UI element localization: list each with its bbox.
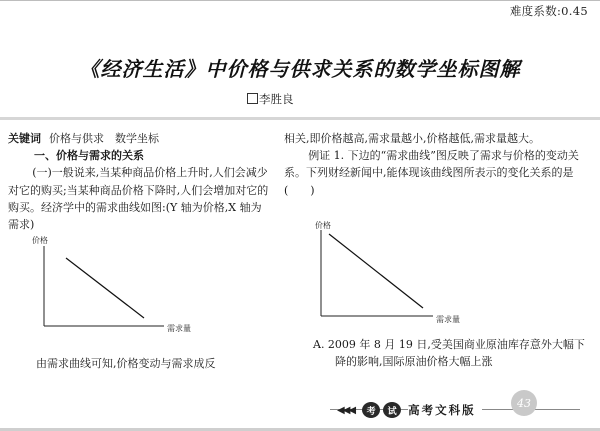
chart-right-y-label: 价格 <box>315 221 331 230</box>
option-a <box>313 336 593 370</box>
top-rule <box>0 0 600 1</box>
footer-badge-shi: 试 <box>383 402 401 418</box>
option-a-text: A. 2009 年 8 月 19 日,受美国商业原油库存意外大幅下降的影响,国际原油价格大幅上涨 <box>313 338 585 369</box>
difficulty-rating: 难度系数:0.45 <box>509 4 588 18</box>
left-after-chart <box>36 355 276 372</box>
demand-curve-chart-left <box>34 238 202 334</box>
keywords-line <box>8 130 272 147</box>
keywords-label: 关键词 <box>8 132 41 145</box>
example-text: 例证 1. 下边的“需求曲线”图反映了需求与价格的变动关系。下列财经新闻中,能体现该曲线图所表示的变化关系的是( ) <box>284 149 579 197</box>
article-title: 《经济生活》中价格与供求关系的数学坐标图解 <box>79 57 521 81</box>
journal-name: 高考文科版 <box>408 402 482 418</box>
chart-left-x-label: 需求量 <box>167 324 191 333</box>
chart-right-x-label: 需求量 <box>436 315 460 324</box>
right-continuation: 相关,即价格越高,需求量越小,价格越低,需求量越大。 <box>284 132 540 145</box>
keywords-text: 价格与供求 数学坐标 <box>49 132 159 145</box>
chart-right-demand-curve <box>329 234 423 308</box>
page-number: 43 <box>511 390 537 416</box>
footer-arrows-icon: ◀◀◀ <box>337 404 355 416</box>
chart-left-demand-curve <box>66 258 144 318</box>
footer-badge-kao: 考 <box>362 402 380 418</box>
section-heading: 一、价格与需求的关系 <box>34 149 144 163</box>
author-box-icon <box>247 93 258 104</box>
author-name: 李胜良 <box>259 92 294 106</box>
left-paragraph: (一)一般说来,当某种商品价格上升时,人们会减少对它的购买;当某种商品价格下降时,人们会增加对它的购买。经济学中的需求曲线如图:(Y 轴为价格,X 轴为需求) <box>8 166 269 232</box>
left-after-chart-text: 由需求曲线可知,价格变动与需求成反 <box>36 357 216 370</box>
journal-footer <box>337 400 482 420</box>
right-column <box>284 130 584 199</box>
chart-left-svg <box>34 238 202 334</box>
author-line <box>247 91 294 107</box>
left-column <box>8 130 272 233</box>
chart-right-svg <box>311 220 461 322</box>
demand-curve-chart-right <box>311 220 461 322</box>
title-divider <box>0 117 600 120</box>
chart-left-y-label: 价格 <box>32 236 48 245</box>
